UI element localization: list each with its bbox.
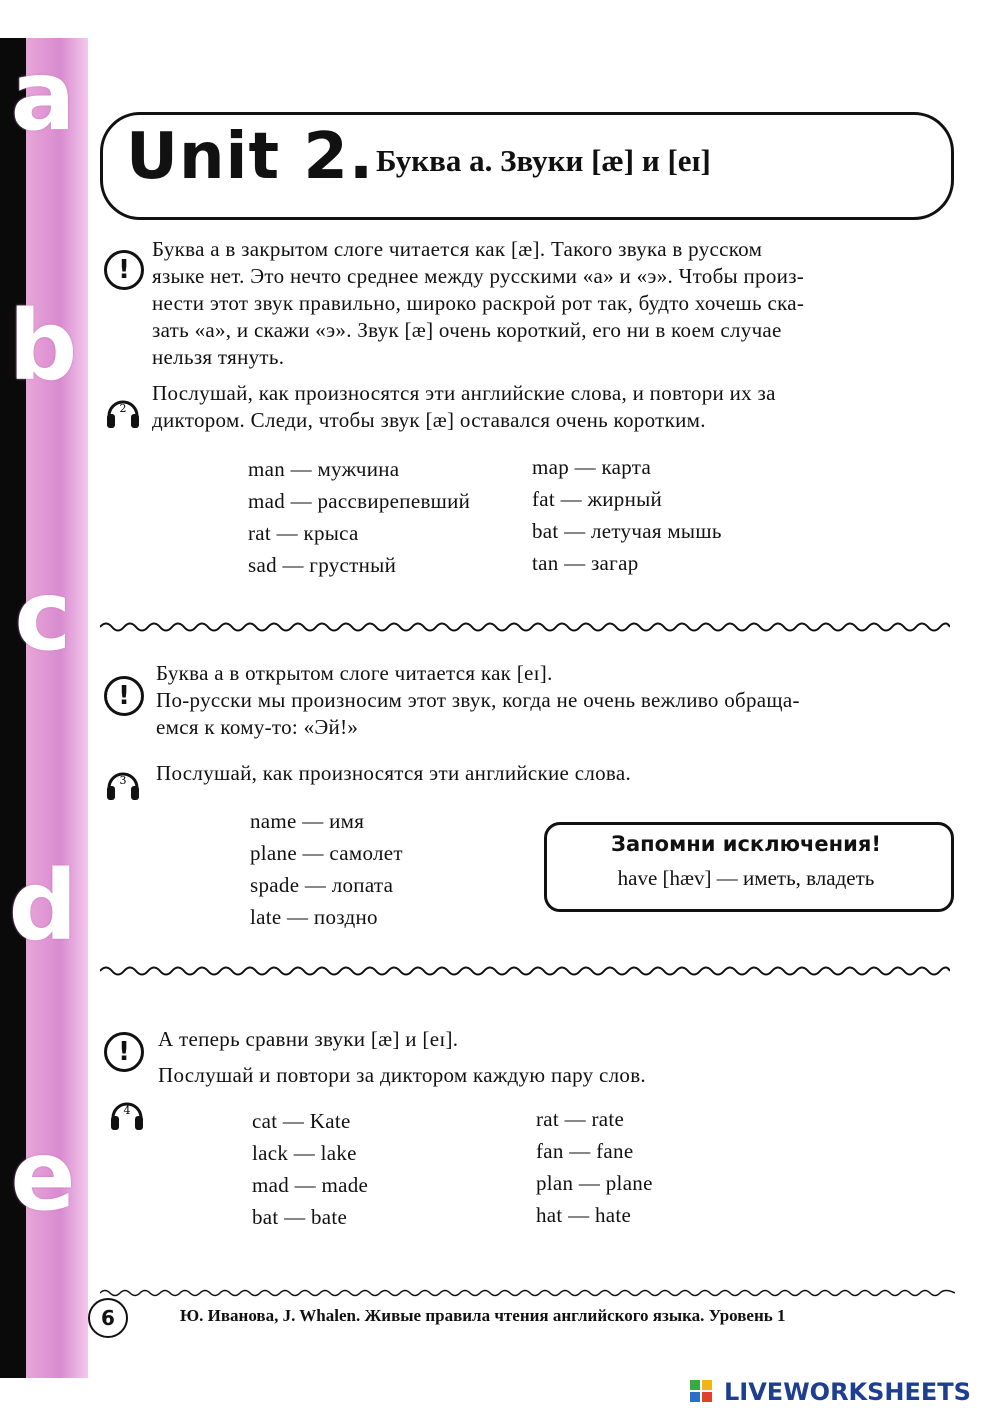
- word-pair: bat — летучая мышь: [532, 519, 722, 543]
- word-pair: mad — made: [252, 1173, 369, 1197]
- exclamation-icon: !: [104, 1032, 144, 1072]
- word-pair: cat — Kate: [252, 1109, 351, 1133]
- sidebar-letter: b: [8, 290, 78, 402]
- footer-citation: Ю. Иванова, J. Whalen. Живые правила чтения английского языка. Уровень 1: [180, 1306, 786, 1325]
- word-pair: rat — крыса: [248, 521, 359, 545]
- compare-rule: А теперь сравни звуки [æ] и [eɪ].: [158, 1027, 459, 1051]
- word-pair: bat — bate: [252, 1205, 348, 1229]
- word-pair: name — имя: [250, 809, 365, 833]
- rule-open-syllable: [156, 660, 956, 741]
- word-list: [248, 453, 470, 581]
- word-list: [250, 805, 403, 933]
- rule-closed-syllable: [152, 236, 952, 371]
- track-number: 2: [119, 402, 127, 415]
- wavy-divider: [100, 620, 950, 634]
- word-pair: sad — грустный: [248, 553, 397, 577]
- listen-instruction: Послушай, как произносятся эти английские слова.: [156, 761, 632, 785]
- word-pair: plan — plane: [536, 1171, 653, 1195]
- unit-subtitle: Буква a. Звуки [æ] и [eɪ]: [376, 143, 711, 178]
- word-pair: hat — hate: [536, 1203, 632, 1227]
- listen-instruction: [152, 380, 952, 434]
- word-list: [532, 451, 722, 579]
- rule-line: нельзя тянуть.: [152, 345, 285, 369]
- sidebar-letter: c: [14, 560, 72, 672]
- word-pair: late — поздно: [250, 905, 378, 929]
- rule-line: По-русски мы произносим этот звук, когда не очень вежливо обраща-: [156, 688, 800, 712]
- word-pair: fat — жирный: [532, 487, 663, 511]
- rule-line: нести этот звук правильно, широко раскрой рот так, будто хочешь ска-: [152, 291, 805, 315]
- word-pair: fan — fane: [536, 1139, 634, 1163]
- word-pair: man — мужчина: [248, 457, 400, 481]
- exception-title: Запомни исключения!: [611, 832, 881, 856]
- headphones-icon[interactable]: [108, 1094, 146, 1132]
- liveworksheets-logo-icon: [690, 1380, 726, 1406]
- headphones-icon[interactable]: [104, 392, 142, 430]
- rule-line: Буква a в открытом слоге читается как [eɪ].: [156, 661, 553, 685]
- instruction-line: Послушай, как произносятся эти английские слова, и повтори их за: [152, 381, 776, 405]
- rule-line: Буква a в закрытом слоге читается как [æ]. Такого звука в русском: [152, 237, 763, 261]
- listen-instruction: Послушай и повтори за диктором каждую пару слов.: [158, 1063, 646, 1087]
- exclamation-icon: !: [104, 676, 144, 716]
- instruction-line: диктором. Следи, чтобы звук [æ] оставался очень коротким.: [152, 408, 706, 432]
- exclamation-icon: !: [104, 250, 144, 290]
- sidebar-letter: e: [10, 1120, 76, 1232]
- rule-line: емся к кому-то: «Эй!»: [156, 715, 359, 739]
- word-pair: spade — лопата: [250, 873, 394, 897]
- word-pair: rat — rate: [536, 1107, 625, 1131]
- rule-line: зать «а», и скажи «э». Звук [æ] очень короткий, его ни в коем случае: [152, 318, 782, 342]
- exception-text: have [hæv] — иметь, владеть: [617, 866, 875, 890]
- footer-divider: [100, 1288, 955, 1298]
- word-pair: map — карта: [532, 455, 652, 479]
- word-pair: mad — рассвирепевший: [248, 489, 471, 513]
- track-number: 3: [119, 774, 127, 787]
- word-list: [536, 1103, 653, 1231]
- track-number: 4: [123, 1104, 131, 1117]
- sidebar-letter: d: [8, 850, 78, 962]
- word-pair: plane — самолет: [250, 841, 403, 865]
- word-pair: lack — lake: [252, 1141, 357, 1165]
- word-list: [252, 1105, 368, 1233]
- rule-line: языке нет. Это нечто среднее между русскими «а» и «э». Чтобы произ-: [152, 264, 805, 288]
- word-pair: tan — загар: [532, 551, 639, 575]
- headphones-icon[interactable]: [104, 764, 142, 802]
- sidebar-letter: a: [10, 40, 76, 152]
- page-number: 6: [88, 1298, 128, 1338]
- unit-title: Unit 2.: [126, 120, 375, 194]
- wavy-divider: [100, 964, 950, 978]
- watermark-text: LIVEWORKSHEETS: [724, 1378, 971, 1406]
